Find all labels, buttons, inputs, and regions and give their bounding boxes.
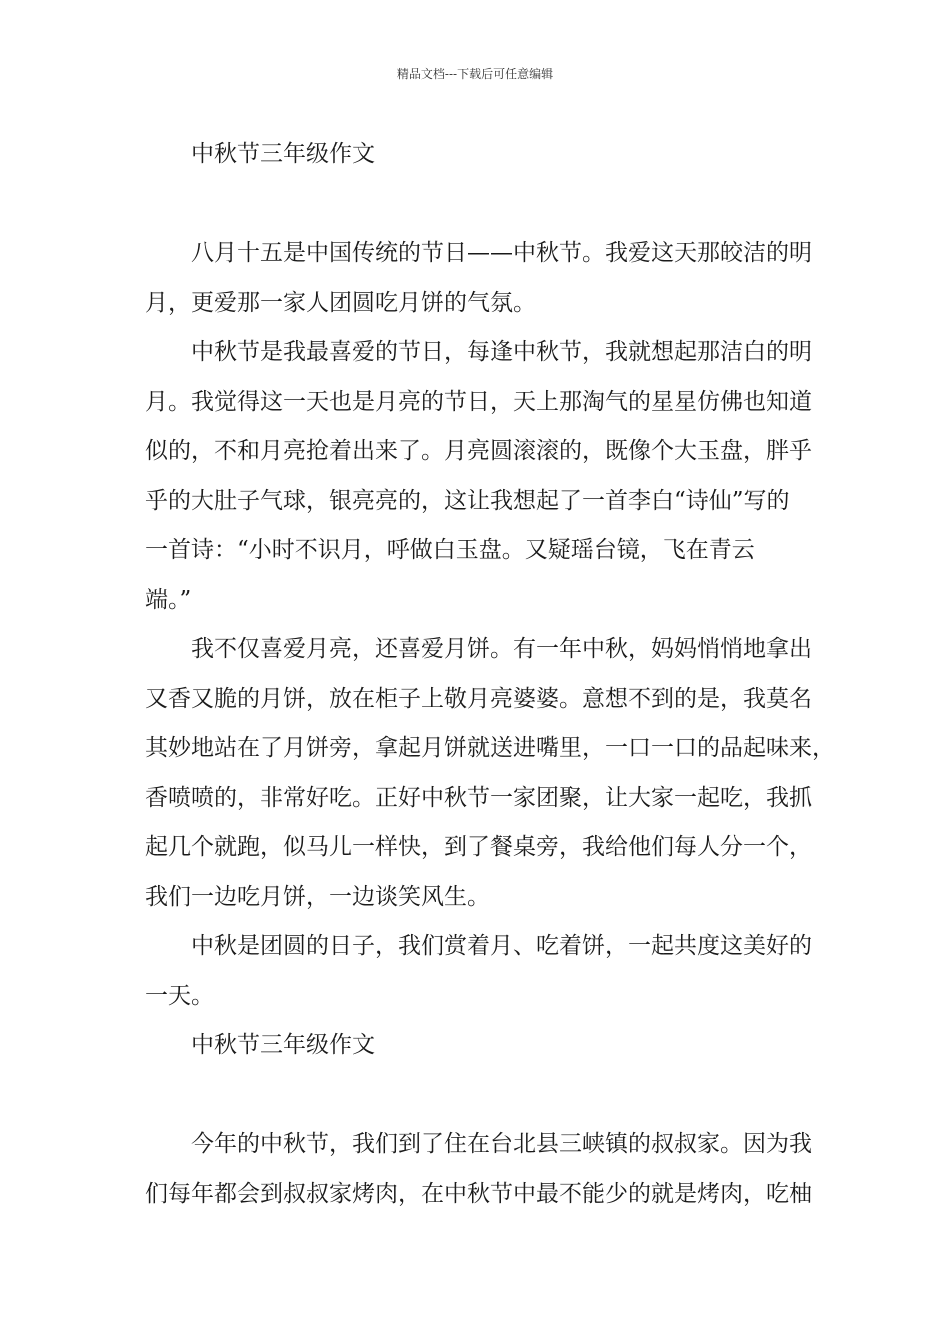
paragraph-line: 们每年都会到叔叔家烤肉，在中秋节中最不能少的就是烤肉，吃柚 — [145, 1180, 812, 1207]
page-header: 精品文档---下载后可任意编辑 — [396, 67, 554, 81]
blank-line — [145, 1071, 835, 1121]
paragraph-line: 中秋是团圆的日子，我们赏着月、吃着饼，一起共度这美好的 — [191, 933, 812, 959]
essay-title: 中秋节三年级作文 — [191, 1032, 375, 1058]
paragraph-line: 其妙地站在了月饼旁，拿起月饼就送进嘴里，一口一口的品起味来， — [145, 735, 835, 761]
blank-line — [145, 180, 835, 230]
paragraph-line: 端。” — [145, 586, 192, 613]
paragraph-line: 乎的大肚子气球，银亮亮的，这让我想起了一首李白“诗仙”写的 — [145, 487, 790, 514]
paragraph-line: 今年的中秋节，我们到了住在台北县三峡镇的叔叔家。因为我 — [191, 1131, 812, 1157]
document-body — [145, 130, 835, 1219]
essay-title: 中秋节三年级作文 — [191, 141, 375, 167]
paragraph-line: 中秋节是我最喜爱的节日，每逢中秋节，我就想起那洁白的明 — [191, 339, 812, 365]
paragraph-line: 月。我觉得这一天也是月亮的节日，天上那淘气的星星仿佛也知道 — [145, 388, 812, 415]
paragraph-line: 月，更爱那一家人团圆吃月饼的气氛。 — [145, 289, 536, 316]
paragraph-line: 我不仅喜爱月亮，还喜爱月饼。有一年中秋，妈妈悄悄地拿出 — [191, 636, 812, 662]
paragraph-line: 一天。 — [145, 982, 214, 1009]
paragraph-line: 起几个就跑，似马儿一样快，到了餐桌旁，我给他们每人分一个， — [145, 834, 812, 860]
paragraph-line: 我们一边吃月饼，一边谈笑风生。 — [145, 883, 490, 910]
paragraph-line: 香喷喷的，非常好吃。正好中秋节一家团聚，让大家一起吃，我抓 — [145, 784, 812, 811]
paragraph-line: 似的，不和月亮抢着出来了。月亮圆滚滚的，既像个大玉盘，胖乎 — [145, 438, 812, 464]
paragraph-line: 又香又脆的月饼，放在柜子上敬月亮婆婆。意想不到的是，我莫名 — [145, 685, 812, 712]
paragraph-line: 八月十五是中国传统的节日——中秋节。我爱这天那皎洁的明 — [191, 240, 812, 266]
paragraph-line: 一首诗：“小时不识月，呼做白玉盘。又疑瑶台镜，飞在青云 — [145, 537, 755, 563]
